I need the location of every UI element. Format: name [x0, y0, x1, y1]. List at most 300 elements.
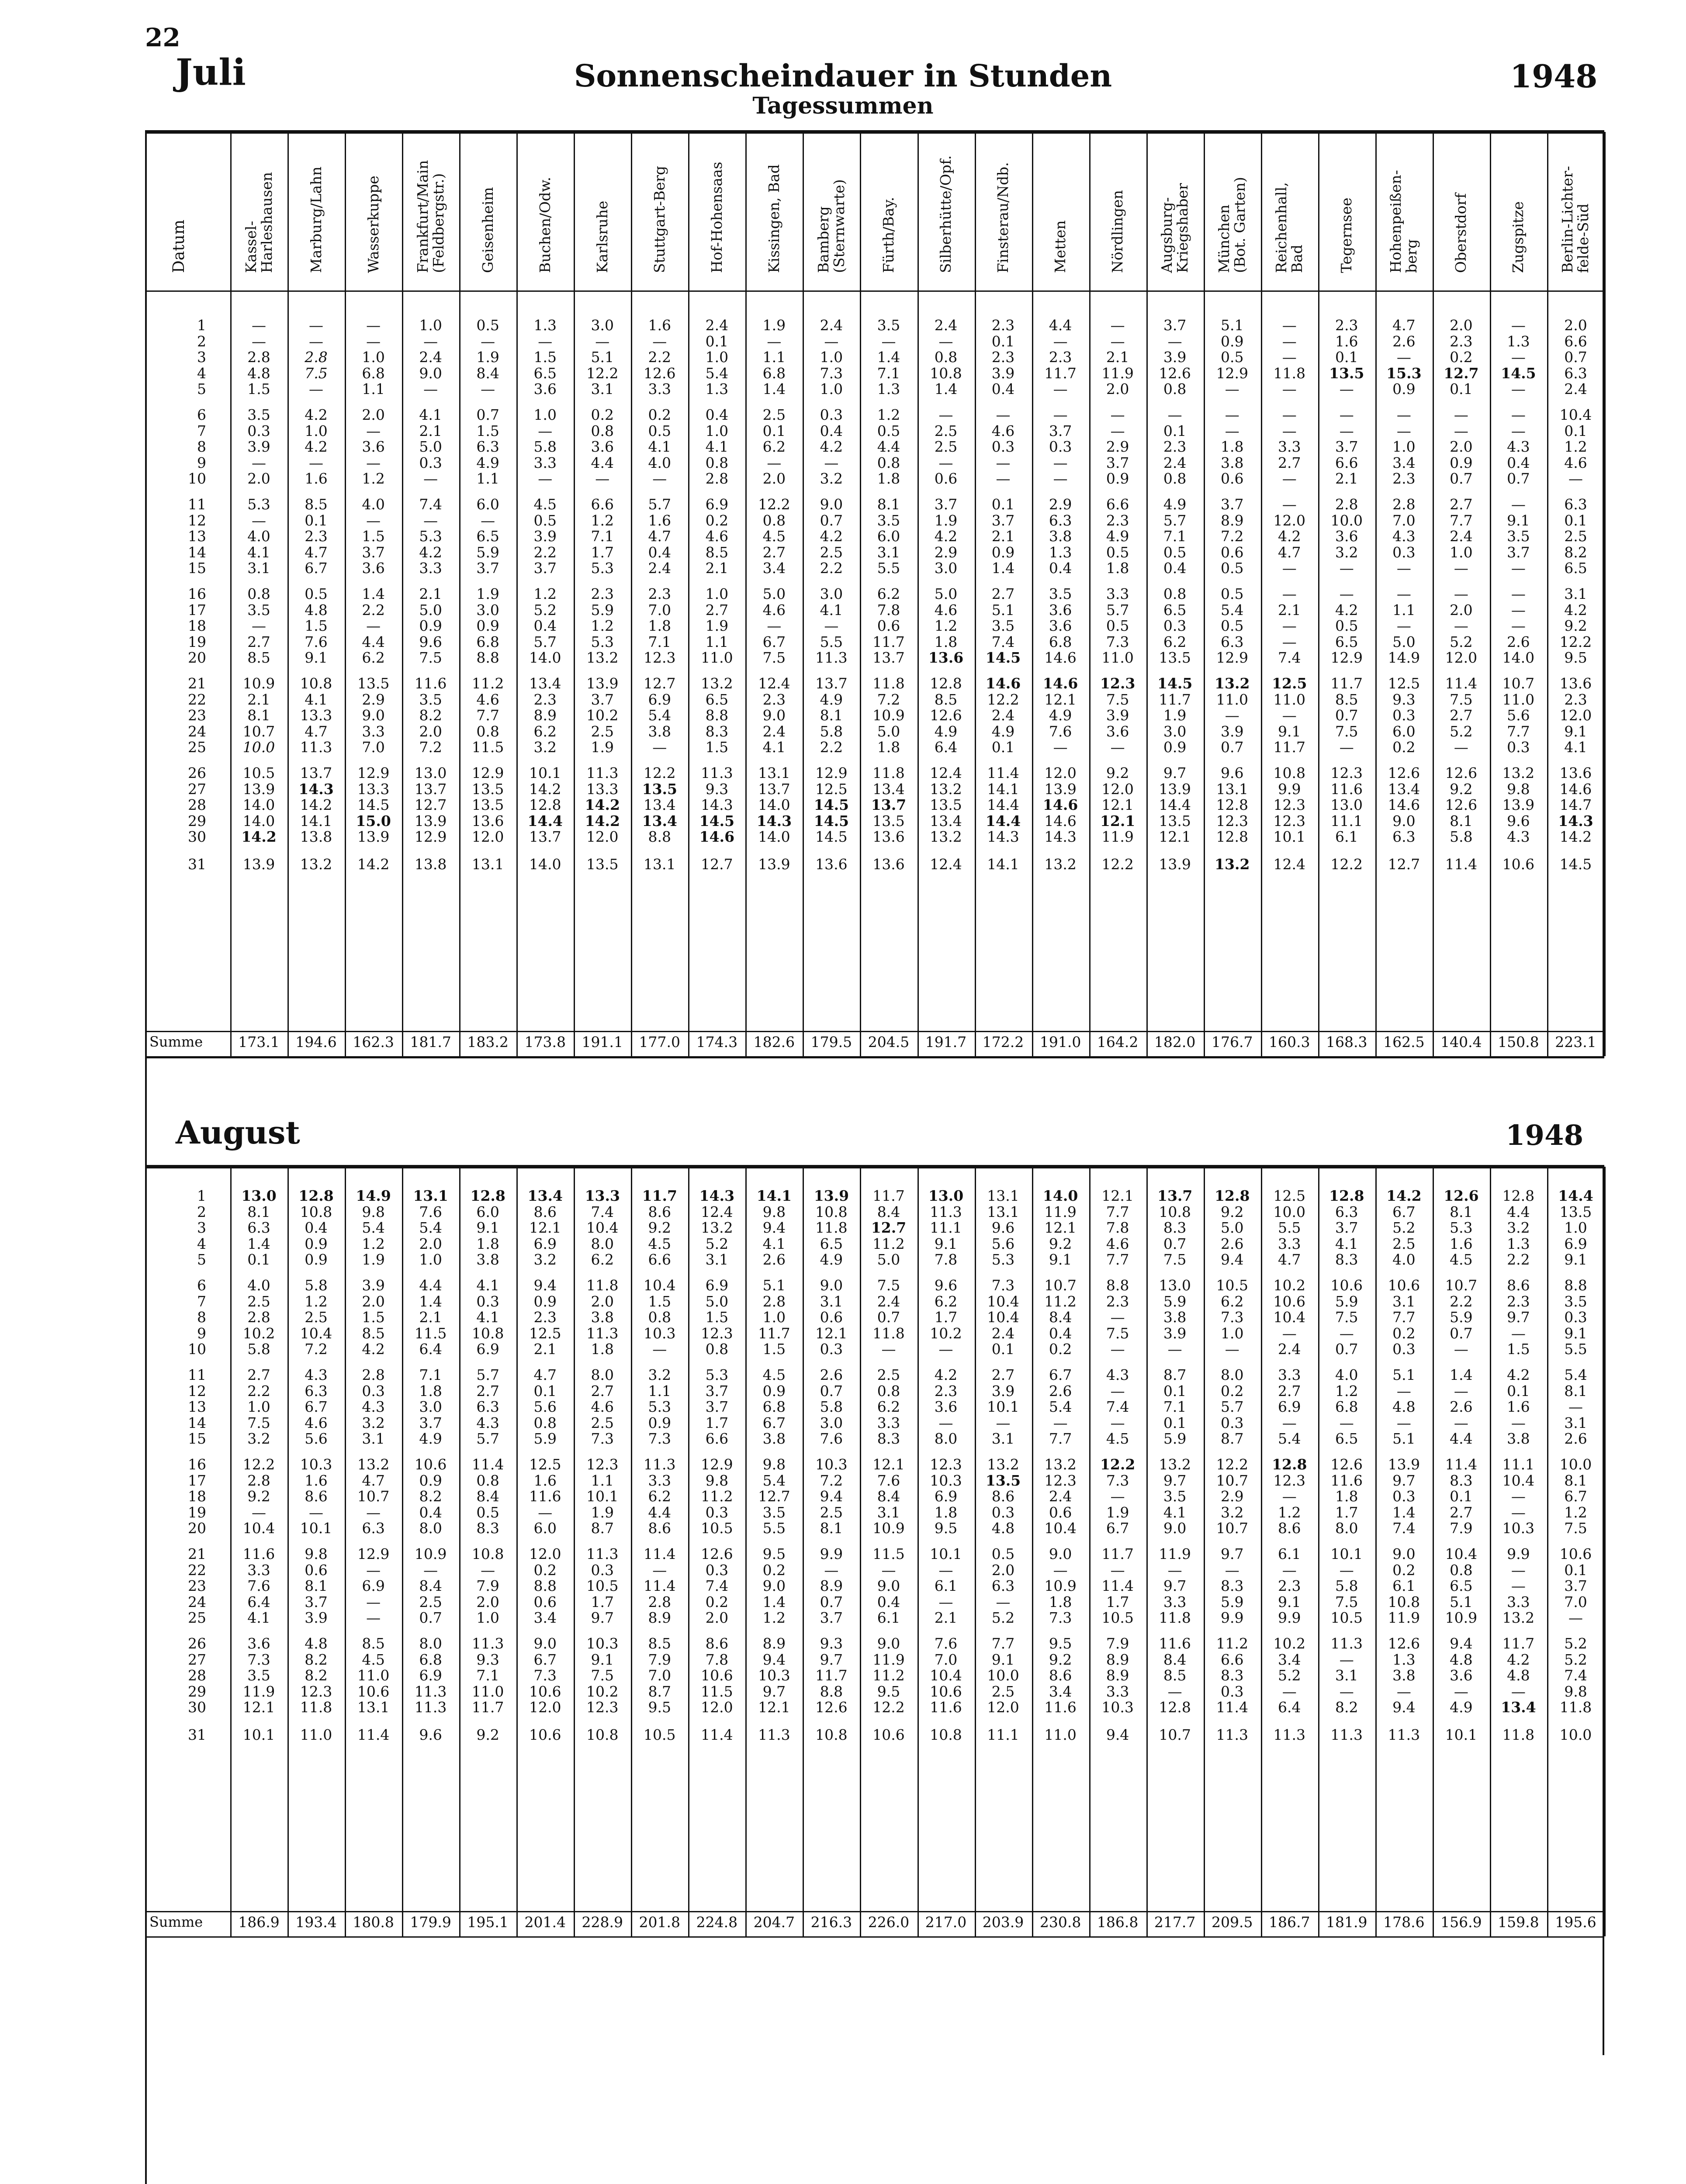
table-cell: 6.9	[476, 1341, 499, 1358]
table-cell: 7.1	[419, 1366, 442, 1383]
table-cell: 2.3	[1163, 438, 1187, 456]
table-cell: 9.9	[1278, 1609, 1301, 1627]
table-cell: 4.7	[305, 722, 328, 740]
table-cell: 8.4	[476, 364, 499, 382]
table-cell: 11.7	[872, 633, 905, 650]
table-cell: 6.3	[1335, 1203, 1358, 1220]
table-cell: 2.5	[247, 1292, 270, 1310]
table-cell: 4.4	[648, 1503, 672, 1521]
table-cell: 4.2	[305, 406, 328, 423]
table-cell: 7.5	[1106, 691, 1129, 708]
table-cell: 14.9	[1388, 649, 1420, 667]
table-cell: —	[1511, 1414, 1526, 1431]
table-cell: —	[1053, 1414, 1068, 1431]
table-cell: 5.1	[1220, 317, 1244, 334]
table-cell: 5.3	[648, 1398, 672, 1416]
table-cell: 9.8	[1564, 1683, 1587, 1700]
table-cell: 13.7	[815, 675, 848, 692]
table-cell: —	[309, 380, 324, 398]
table-cell: —	[1167, 1683, 1182, 1700]
table-cell: 10.8	[930, 364, 962, 382]
table-cell: 9.0	[1163, 1520, 1187, 1537]
sum-cell: 191.1	[582, 1033, 623, 1051]
table-cell: 2.1	[533, 1341, 557, 1358]
table-cell: 1.5	[305, 617, 328, 635]
sum-cell: 191.0	[1039, 1033, 1081, 1051]
table-cell: —	[1110, 1341, 1125, 1358]
table-cell: 9.4	[820, 1488, 843, 1505]
sum-cell: 209.5	[1211, 1914, 1253, 1931]
table-cell: 0.6	[1049, 1503, 1072, 1521]
table-cell: 13.0	[1159, 1277, 1191, 1294]
table-cell: 6.7	[1392, 1203, 1416, 1220]
table-cell: 1.1	[762, 349, 786, 366]
table-cell: —	[767, 454, 782, 471]
table-cell: 1.4	[877, 349, 900, 366]
table-cell: 0.5	[476, 1503, 499, 1521]
table-cell: 1.6	[1335, 332, 1358, 350]
table-cell: 0.8	[648, 1309, 672, 1326]
table-cell: 14.7	[1559, 796, 1592, 814]
table-cell: 8.3	[1220, 1577, 1244, 1595]
table-cell: 14.5	[814, 796, 849, 814]
table-cell: —	[309, 1503, 324, 1521]
table-cell: 4.9	[934, 722, 958, 740]
day-number: 6	[197, 406, 206, 423]
table-cell: 10.6	[1273, 1292, 1305, 1310]
day-number: 28	[188, 796, 206, 814]
table-cell: 13.2	[1044, 856, 1077, 873]
table-cell: 12.5	[529, 1324, 561, 1342]
table-cell: 8.5	[648, 1635, 672, 1652]
table-cell: 0.8	[476, 722, 499, 740]
table-cell: 5.5	[1278, 1219, 1301, 1237]
table-cell: 7.2	[877, 691, 900, 708]
table-cell: 4.2	[1507, 1366, 1530, 1383]
table-cell: 7.5	[591, 1667, 614, 1684]
table-cell: 12.8	[1216, 796, 1248, 814]
table-cell: 9.1	[591, 1651, 614, 1668]
sum-cell: 203.9	[982, 1914, 1024, 1931]
table-cell: 4.4	[362, 633, 385, 650]
table-cell: —	[423, 1561, 438, 1579]
table-cell: 2.0	[591, 1292, 614, 1310]
table-cell: 2.0	[762, 470, 786, 487]
table-cell: 3.4	[1278, 1651, 1301, 1668]
table-cell: 6.0	[877, 528, 900, 545]
table-cell: 7.0	[1564, 1593, 1587, 1610]
table-cell: 5.6	[991, 1235, 1015, 1252]
table-cell: 3.5	[1564, 1292, 1587, 1310]
table-cell: 10.6	[1388, 1277, 1420, 1294]
table-cell: 12.5	[1272, 675, 1307, 692]
table-cell: —	[1282, 317, 1297, 334]
table-cell: 1.3	[1507, 332, 1530, 350]
table-cell: 5.7	[1163, 511, 1187, 529]
table-cell: 1.1	[362, 380, 385, 398]
table-cell: 3.9	[533, 528, 557, 545]
table-cell: 6.2	[1163, 633, 1187, 650]
table-cell: 1.6	[1507, 1398, 1530, 1416]
table-cell: 9.4	[762, 1219, 786, 1237]
table-cell: 10.5	[1216, 1277, 1248, 1294]
table-cell: 3.7	[476, 560, 499, 577]
table-cell: 7.0	[648, 1667, 672, 1684]
table-cell: 2.4	[820, 317, 843, 334]
table-cell: —	[1511, 1561, 1526, 1579]
table-cell: 10.2	[242, 1324, 275, 1342]
table-cell: 3.8	[762, 1430, 786, 1448]
table-cell: 0.4	[305, 1219, 328, 1237]
table-cell: 7.3	[1220, 1309, 1244, 1326]
sum-cell: 186.9	[238, 1914, 280, 1931]
table-cell: 0.2	[1392, 1561, 1416, 1579]
table-cell: 11.8	[1159, 1609, 1191, 1627]
table-cell: 9.4	[1220, 1251, 1244, 1268]
table-cell: 10.5	[701, 1520, 733, 1537]
table-cell: 0.3	[705, 1503, 729, 1521]
table-cell: 3.1	[1392, 1292, 1416, 1310]
table-cell: 14.0	[758, 796, 790, 814]
table-cell: 13.2	[357, 1456, 390, 1473]
table-cell: 0.7	[1335, 707, 1358, 724]
table-cell: 12.9	[1216, 649, 1248, 667]
table-cell: 14.3	[987, 828, 1019, 846]
table-cell: 0.6	[934, 470, 958, 487]
table-cell: 0.1	[705, 332, 729, 350]
sum-cell: 182.6	[753, 1033, 795, 1051]
table-cell: 3.4	[533, 1609, 557, 1627]
table-cell: 11.3	[300, 739, 332, 756]
table-cell: —	[1511, 560, 1526, 577]
day-number: 23	[188, 1577, 206, 1595]
table-cell: 5.7	[648, 496, 672, 513]
table-cell: 10.4	[242, 1520, 275, 1537]
table-cell: 5.9	[1335, 1292, 1358, 1310]
column-header-datum: Datum	[170, 219, 188, 273]
table-cell: 11.8	[872, 764, 905, 781]
table-cell: 12.8	[930, 675, 962, 692]
table-cell: 5.9	[1450, 1309, 1473, 1326]
table-cell: 0.3	[820, 1341, 843, 1358]
table-cell: 8.1	[1450, 1203, 1473, 1220]
table-cell: 4.2	[820, 438, 843, 456]
table-cell: 8.9	[648, 1609, 672, 1627]
table-cell: 13.9	[1502, 796, 1535, 814]
table-cell: 1.8	[648, 617, 672, 635]
table-cell: 2.8	[362, 1366, 385, 1383]
table-cell: 13.2	[930, 828, 962, 846]
table-cell: 2.3	[1392, 470, 1416, 487]
table-cell: 5.3	[591, 633, 614, 650]
table-cell: 3.0	[1163, 722, 1187, 740]
table-cell: 8.4	[1049, 1309, 1072, 1326]
column-header-station: Nördlingen	[1109, 190, 1126, 273]
table-cell: 3.3	[877, 1414, 900, 1431]
table-cell: —	[423, 332, 438, 350]
table-cell: 5.1	[591, 349, 614, 366]
table-cell: 12.6	[815, 1699, 848, 1716]
table-cell: 4.1	[476, 1309, 499, 1326]
table-cell: 12.9	[414, 828, 447, 846]
table-cell: 1.3	[533, 317, 557, 334]
table-cell: 0.3	[362, 1382, 385, 1400]
table-cell: 5.0	[877, 722, 900, 740]
table-cell: 2.5	[820, 1503, 843, 1521]
table-cell: —	[996, 406, 1011, 423]
table-cell: 9.8	[362, 1203, 385, 1220]
table-cell: 6.9	[648, 691, 672, 708]
table-cell: 13.1	[357, 1699, 390, 1716]
day-number: 10	[188, 1341, 206, 1358]
table-cell: 11.6	[1044, 1699, 1077, 1716]
table-cell: 7.7	[476, 707, 499, 724]
table-cell: 1.2	[362, 1235, 385, 1252]
table-cell: 1.2	[533, 585, 557, 602]
sum-cell: 177.0	[639, 1033, 681, 1051]
table-cell: 2.7	[1278, 454, 1301, 471]
table-cell: 3.7	[705, 1398, 729, 1416]
table-cell: 2.4	[419, 349, 442, 366]
table-cell: 14.4	[1558, 1187, 1593, 1204]
table-cell: 2.4	[648, 560, 672, 577]
table-cell: —	[1511, 380, 1526, 398]
table-cell: 8.0	[591, 1235, 614, 1252]
day-number: 18	[188, 617, 206, 635]
table-cell: 0.8	[1163, 585, 1187, 602]
table-cell: 12.8	[1216, 828, 1248, 846]
table-cell: 1.2	[362, 470, 385, 487]
table-cell: 14.2	[585, 796, 620, 814]
sum-cell: 180.8	[353, 1914, 394, 1931]
table-cell: 7.8	[705, 1651, 729, 1668]
table-cell: 0.2	[1392, 1324, 1416, 1342]
table-cell: 6.2	[762, 438, 786, 456]
table-cell: 0.4	[648, 543, 672, 561]
table-cell: 0.1	[1507, 1382, 1530, 1400]
table-cell: 3.7	[1507, 543, 1530, 561]
table-cell: 4.7	[648, 528, 672, 545]
table-cell: 4.1	[705, 438, 729, 456]
table-cell: 10.8	[300, 675, 332, 692]
table-cell: 14.6	[1044, 649, 1077, 667]
table-cell: 10.0	[1330, 511, 1363, 529]
table-cell: 14.1	[300, 812, 332, 829]
table-cell: 7.3	[247, 1651, 270, 1668]
table-cell: —	[1053, 470, 1068, 487]
table-cell: 0.1	[1335, 349, 1358, 366]
table-cell: 2.7	[991, 585, 1015, 602]
table-cell: 13.6	[815, 856, 848, 873]
table-cell: 3.6	[247, 1635, 270, 1652]
table-cell: 6.3	[362, 1520, 385, 1537]
table-cell: 1.5	[362, 528, 385, 545]
table-cell: —	[423, 380, 438, 398]
table-cell: 3.4	[762, 560, 786, 577]
table-cell: 13.9	[357, 828, 390, 846]
table-cell: 1.0	[820, 349, 843, 366]
table-cell: —	[652, 332, 667, 350]
table-cell: 9.4	[1450, 1635, 1473, 1652]
table-cell: 3.7	[305, 1593, 328, 1610]
table-cell: —	[1225, 1341, 1239, 1358]
table-cell: 3.5	[1049, 585, 1072, 602]
table-cell: 4.6	[305, 1414, 328, 1431]
table-cell: 6.7	[1564, 1488, 1587, 1505]
table-cell: 8.6	[1278, 1520, 1301, 1537]
table-cell: 11.3	[1330, 1635, 1363, 1652]
table-cell: 3.6	[362, 438, 385, 456]
table-cell: 3.3	[1106, 585, 1129, 602]
table-cell: 1.0	[362, 349, 385, 366]
table-cell: 10.1	[529, 764, 561, 781]
table-cell: 5.5	[820, 633, 843, 650]
sum-cell: 179.5	[810, 1033, 852, 1051]
sum-cell: 140.4	[1440, 1033, 1482, 1051]
table-cell: 11.7	[1330, 675, 1363, 692]
table-cell: —	[1110, 1414, 1125, 1431]
table-cell: 2.3	[991, 317, 1015, 334]
table-cell: 3.5	[1507, 528, 1530, 545]
table-cell: 8.6	[1507, 1277, 1530, 1294]
table-cell: 0.2	[1049, 1341, 1072, 1358]
table-cell: 13.5	[642, 780, 677, 798]
table-cell: 2.5	[1564, 528, 1587, 545]
table-cell: 12.3	[930, 1456, 962, 1473]
sum-cell: 201.8	[639, 1914, 681, 1931]
table-cell: 9.9	[1507, 1545, 1530, 1562]
table-cell: 7.5	[1106, 1324, 1129, 1342]
table-cell: 10.1	[1445, 1726, 1478, 1744]
table-cell: 0.9	[991, 543, 1015, 561]
table-cell: 1.0	[419, 1251, 442, 1268]
table-cell: 3.7	[705, 1382, 729, 1400]
table-cell: —	[1511, 317, 1526, 334]
table-cell: —	[1339, 1683, 1354, 1700]
table-cell: 13.2	[300, 856, 332, 873]
table-cell: 2.1	[934, 1609, 958, 1627]
table-cell: 3.2	[1220, 1503, 1244, 1521]
table-cell: 12.5	[815, 780, 848, 798]
table-cell: 0.7	[820, 1593, 843, 1610]
day-number: 25	[188, 1609, 206, 1627]
day-number: 30	[188, 828, 206, 846]
table-cell: 11.3	[1216, 1726, 1248, 1744]
table-cell: 12.7	[644, 675, 676, 692]
table-cell: 2.7	[762, 543, 786, 561]
column-rule	[1604, 1167, 1606, 1936]
table-cell: —	[366, 1593, 381, 1610]
table-cell: 11.5	[471, 739, 504, 756]
table-cell: 1.6	[1450, 1235, 1473, 1252]
table-cell: 3.2	[1335, 543, 1358, 561]
sum-cell: 186.8	[1097, 1914, 1139, 1931]
table-cell: 9.1	[1278, 1593, 1301, 1610]
table-cell: 9.2	[1106, 764, 1129, 781]
table-cell: 4.1	[820, 601, 843, 619]
table-cell: 2.6	[1564, 1430, 1587, 1448]
table-cell: 5.0	[419, 438, 442, 456]
table-cell: —	[1396, 1382, 1411, 1400]
day-number: 4	[197, 364, 206, 382]
table-cell: 3.8	[1163, 1309, 1187, 1326]
table-cell: 2.6	[1049, 1382, 1072, 1400]
table-cell: 2.3	[533, 691, 557, 708]
table-cell: 4.9	[820, 691, 843, 708]
table-cell: 14.0	[529, 649, 561, 667]
table-cell: 6.9	[362, 1577, 385, 1595]
table-cell: 1.0	[820, 380, 843, 398]
table-cell: 10.4	[1044, 1520, 1077, 1537]
table-cell: 11.9	[1101, 828, 1134, 846]
table-cell: —	[366, 1503, 381, 1521]
table-cell: —	[1110, 422, 1125, 439]
table-cell: 12.0	[1273, 511, 1305, 529]
table-cell: 7.6	[877, 1472, 900, 1489]
table-cell: 0.4	[705, 406, 729, 423]
table-cell: 2.2	[247, 1382, 270, 1400]
table-cell: 4.1	[476, 1277, 499, 1294]
table-cell: 0.3	[1049, 438, 1072, 456]
table-cell: 2.0	[419, 1235, 442, 1252]
table-cell: —	[1339, 560, 1354, 577]
table-cell: 9.0	[419, 364, 442, 382]
table-cell: 13.4	[527, 1187, 563, 1204]
table-cell: 13.2	[1044, 1456, 1077, 1473]
table-cell: 0.5	[991, 1545, 1015, 1562]
table-cell: 1.4	[247, 1235, 270, 1252]
table-cell: —	[1511, 1683, 1526, 1700]
day-number: 8	[197, 1309, 206, 1326]
table-cell: 4.3	[1507, 438, 1530, 456]
table-cell: —	[366, 317, 381, 334]
table-cell: —	[1053, 454, 1068, 471]
table-cell: 13.8	[414, 856, 447, 873]
table-cell: —	[824, 617, 839, 635]
table-cell: 6.4	[1278, 1699, 1301, 1716]
table-cell: 9.1	[1564, 722, 1587, 740]
table-cell: 3.7	[1049, 422, 1072, 439]
table-cell: 11.6	[529, 1488, 561, 1505]
table-cell: 4.7	[362, 1472, 385, 1489]
table-cell: 15.3	[1386, 364, 1422, 382]
table-cell: 12.4	[930, 856, 962, 873]
table-cell: 9.1	[305, 649, 328, 667]
table-cell: —	[652, 739, 667, 756]
table-cell: 6.4	[247, 1593, 270, 1610]
table-cell: 8.5	[934, 691, 958, 708]
table-cell: 10.1	[1273, 828, 1305, 846]
table-cell: 2.7	[476, 1382, 499, 1400]
table-cell: 13.6	[471, 812, 504, 829]
table-cell: 12.2	[987, 691, 1019, 708]
table-cell: 10.7	[1216, 1472, 1248, 1489]
table-cell: 9.1	[1278, 722, 1301, 740]
table-cell: 2.5	[305, 1309, 328, 1326]
table-cell: 5.4	[1564, 1366, 1587, 1383]
table-cell: 10.1	[1330, 1545, 1363, 1562]
table-cell: 10.2	[586, 1683, 619, 1700]
column-header-station: Reichenhall, Bad	[1273, 182, 1306, 273]
table-cell: 9.7	[820, 1651, 843, 1668]
table-cell: 6.4	[419, 1341, 442, 1358]
table-cell: —	[1339, 1561, 1354, 1579]
table-cell: —	[1282, 707, 1297, 724]
table-cell: 3.5	[877, 317, 900, 334]
table-cell: 4.3	[1392, 528, 1416, 545]
table-cell: 11.0	[1502, 691, 1535, 708]
table-cell: 5.5	[877, 560, 900, 577]
